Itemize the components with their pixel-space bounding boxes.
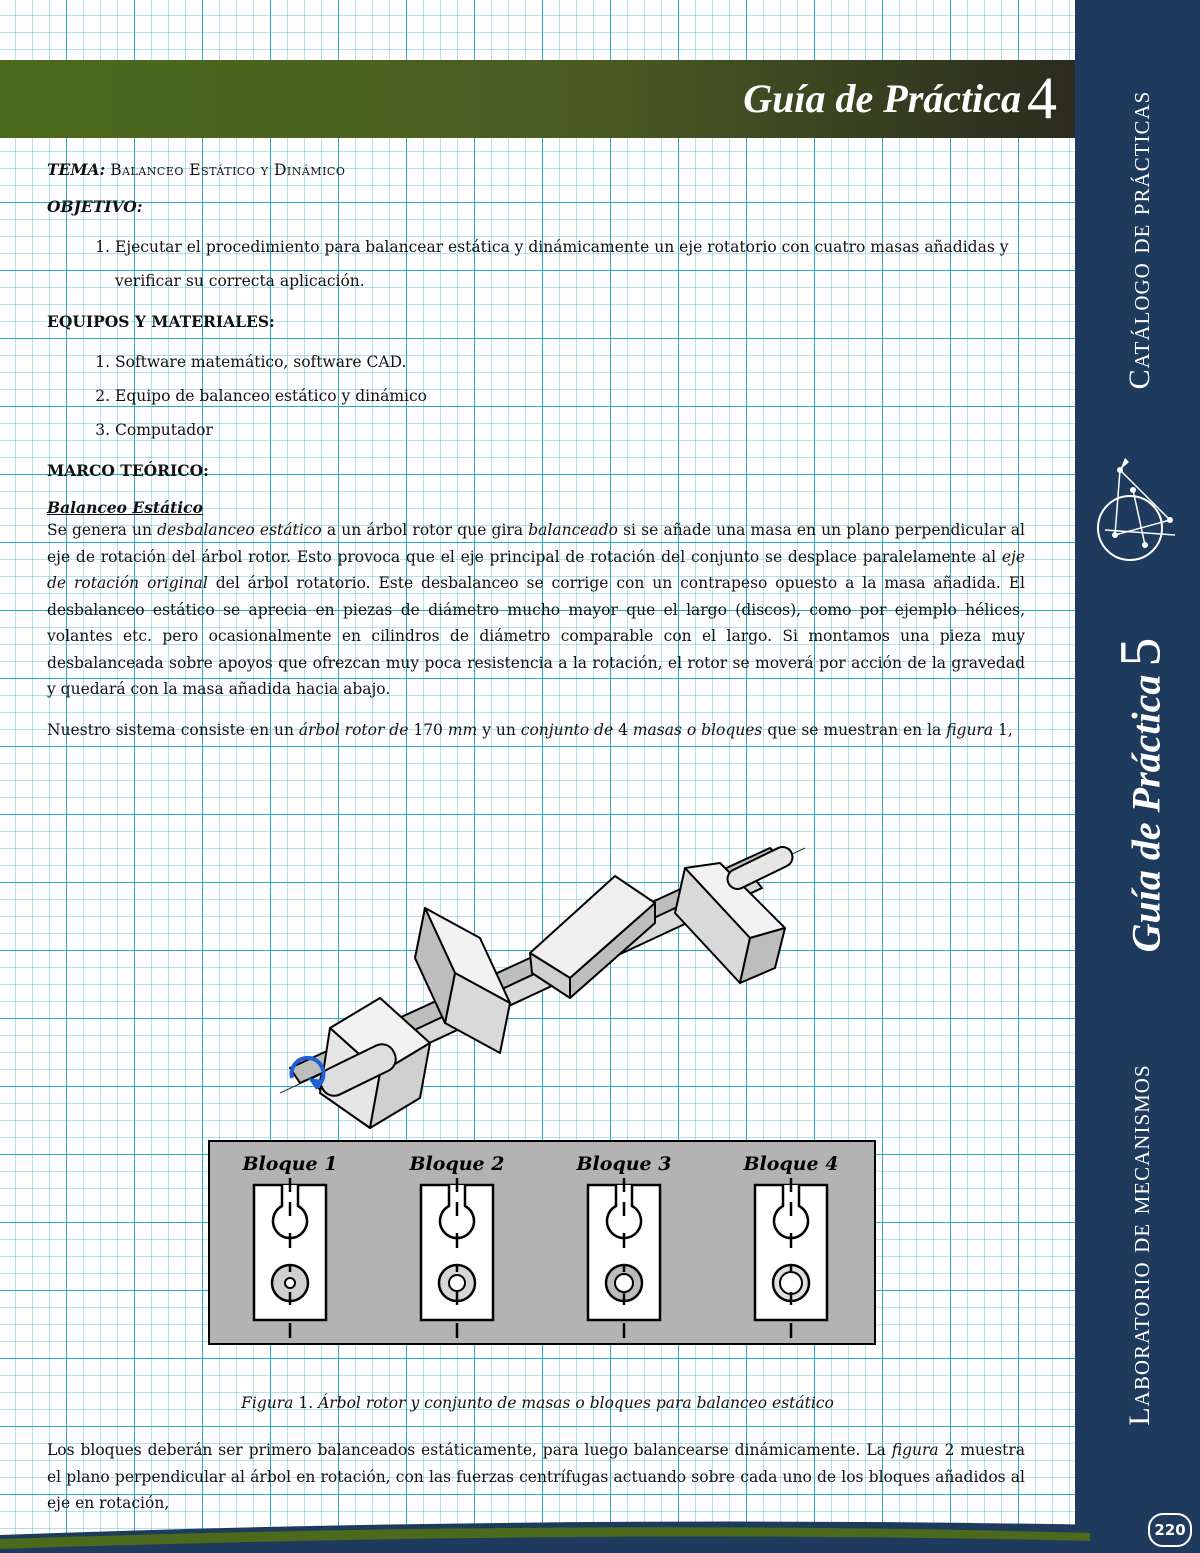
page-title-number: 4	[1027, 65, 1057, 131]
equipos-heading: EQUIPOS Y MATERIALES:	[47, 312, 275, 331]
list-item: 1. Software matemático, software CAD.	[115, 345, 1025, 379]
page-title: Guía de Práctica	[743, 76, 1021, 121]
equipos-list	[47, 345, 1025, 447]
page-number: 220	[1148, 1513, 1192, 1547]
block-label: Bloque 2	[409, 1153, 505, 1175]
rotor-shaft-illustration	[270, 838, 815, 1138]
sidebar-lab-title: Laboratorio de mecanismos	[1123, 1064, 1156, 1426]
main-content	[47, 160, 1025, 743]
footer-swoosh	[0, 1505, 1200, 1553]
marco-heading: MARCO TEÓRICO:	[47, 461, 209, 480]
block-label: Bloque 4	[743, 1153, 839, 1175]
sidebar-guide-title	[1100, 600, 1180, 990]
paragraph-fuerzas: Los bloques deberán ser primero balanceados estáticamente, para luego balancearse dinámicamente. La figura 2 muestra el plano perpendicular al árbol en rotación, con las fuerzas centrífugas actuando sobre cada uno de los bloques añadidos al eje en rotación,	[47, 1441, 1026, 1512]
block-label: Bloque 3	[576, 1153, 672, 1175]
compass-logo-icon	[1085, 440, 1185, 580]
objetivo-list	[47, 230, 1025, 298]
objetivo-heading: OBJETIVO:	[47, 197, 143, 216]
list-item: 3. Computador	[115, 413, 1025, 447]
sidebar-catalog-title: Catálogo de prácticas	[1123, 90, 1156, 390]
paragraph-sistema: Nuestro sistema consiste en un árbol rotor de 170 mm y un conjunto de 4 masas o bloques que se muestran en la figura 1,	[47, 720, 1013, 739]
list-item: 1. Ejecutar el procedimiento para balancear estática y dinámicamente un eje rotatorio con cuatro masas añadidas y verificar su correcta aplicación.	[115, 230, 1025, 298]
tema-line: TEMA: Balanceo Estático y Dinámico	[47, 160, 346, 179]
sidebar-guide-number: 5	[1107, 637, 1173, 667]
list-item: 2. Equipo de balanceo estático y dinámico	[115, 379, 1025, 413]
block-label: Bloque 1	[242, 1153, 338, 1175]
balanceo-subheading: Balanceo Estático	[47, 498, 203, 517]
paragraph-balanceo: Se genera un desbalanceo estático a un árbol rotor que gira balanceado si se añade una masa en un plano perpendicular al eje de rotación del árbol rotor. Esto provoca que el eje principal de rotación del conjunto se desplace paralelamente al eje de rotación original del árbol rotatorio. Este desbalanceo se corrige con un contrapeso opuesto a la masa añadida. El desbalanceo estático se aprecia en piezas de diámetro mucho mayor que el largo (discos), como por ejemplo hélices, volantes etc. pero ocasionalmente en cilindros de diámetro comparable con el largo. Si montamos una pieza muy desbalanceada sobre apoyos que ofrezcan muy poca resistencia a la rotación, el rotor se moverá por acción de la gravedad y quedará con la masa añadida hacia abajo.	[47, 521, 1025, 698]
blocks-panel-drawing	[208, 1140, 876, 1345]
blocks-panel	[208, 1140, 876, 1345]
sidebar-guide-label: Guía de Práctica	[1123, 674, 1169, 953]
header-banner	[0, 60, 1075, 138]
figure-caption: Figura 1. Árbol rotor y conjunto de masas o bloques para balanceo estático	[241, 1394, 834, 1412]
